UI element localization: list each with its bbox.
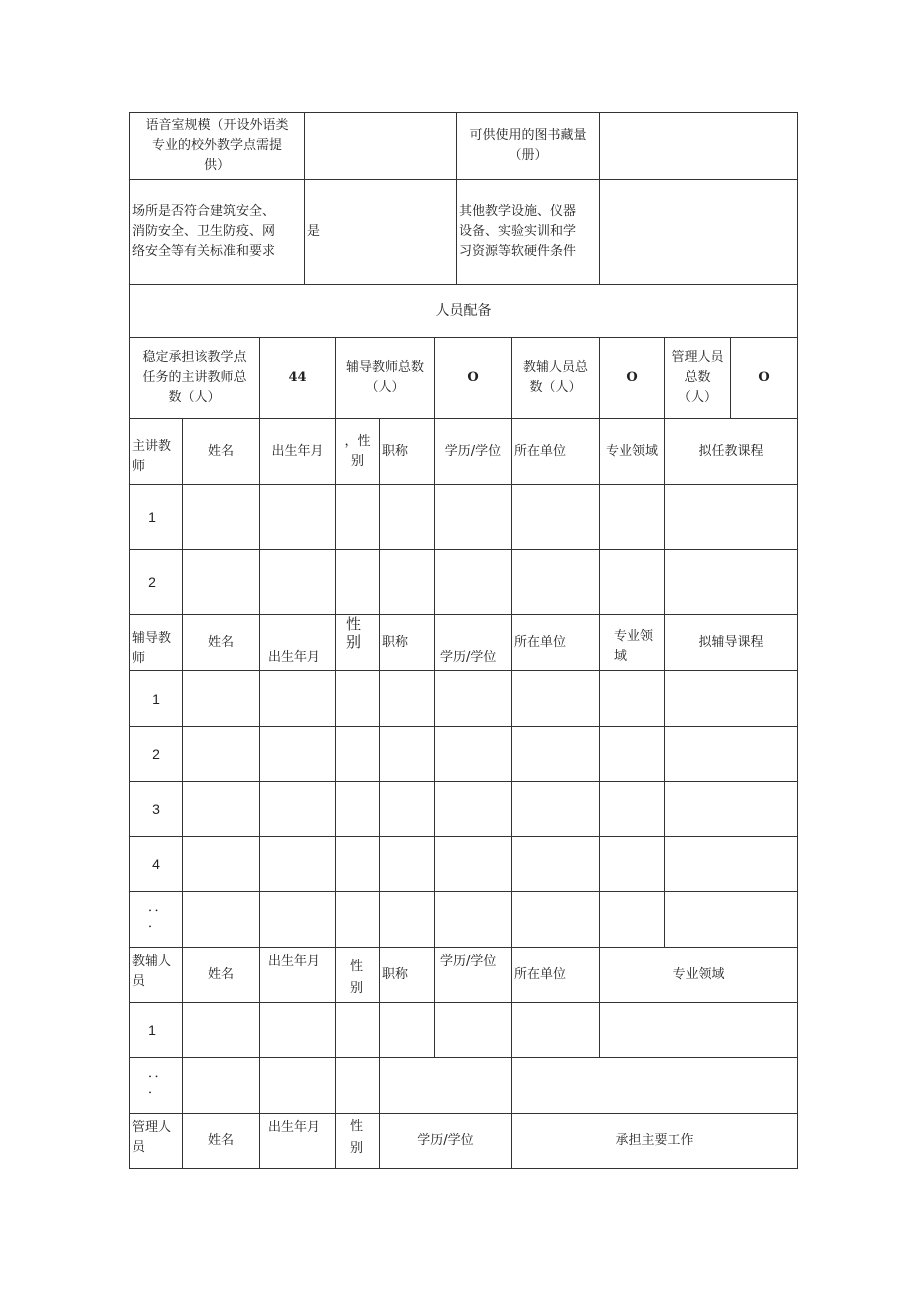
assistant-field-header: 专业领域 [672, 967, 725, 982]
assistant-gender-header: 性 别 [350, 959, 364, 996]
rule [129, 1057, 798, 1058]
safety-standards-label: 场所是否符合建筑安全、 消防安全、卫生防疫、网 络安全等有关标准和要求 [132, 204, 276, 259]
main-teacher-field-header: 专业领域 [605, 443, 658, 459]
main-teacher-gender-header: ，性 别 [344, 433, 371, 469]
manager-gender-header: 性 别 [350, 1119, 364, 1156]
rule [129, 726, 798, 727]
tutor-total-label: 辅导教师总数 （人） [345, 360, 424, 395]
tutor-field-header: 专业领 域 [614, 629, 654, 664]
tutor-title-header: 职称 [382, 634, 409, 650]
table-border-right [797, 112, 798, 1169]
tutor-degree-header: 学历/学位 [440, 650, 497, 665]
other-facilities-value[interactable] [600, 180, 797, 284]
table-row-index: 2 [152, 746, 160, 762]
rule [129, 781, 798, 782]
main-teacher-total-label: 稳定承担该教学点 任务的主讲教师总 数（人） [142, 350, 247, 405]
manager-work-header: 承担主要工作 [615, 1133, 694, 1148]
assistant-total-label: 教辅人员总 数（人） [522, 360, 588, 395]
table-row-index: 2 [148, 574, 156, 590]
tutor-total-value[interactable]: O [467, 370, 479, 385]
rule [335, 418, 336, 1169]
tutor-section-label: 辅导教 师 [132, 631, 172, 666]
assistant-unit-header: 所在单位 [514, 967, 567, 982]
rule [129, 549, 798, 550]
manager-total-value[interactable]: O [758, 370, 770, 385]
main-teacher-birth-header: 出生年月 [271, 443, 324, 459]
manager-total-label: 管理人员 总数 （人） [671, 350, 724, 405]
assistant-section-label: 教辅人 员 [132, 954, 172, 989]
main-teacher-degree-header: 学历/学位 [444, 443, 502, 459]
tutor-gender-header: 性 别 [346, 615, 362, 651]
table-row-index: 1 [148, 509, 156, 525]
language-lab-label: 语音室规模（开设外语类 专业的校外教学点需提 供） [145, 118, 289, 173]
assistant-total-value[interactable]: O [626, 370, 638, 385]
rule [259, 418, 260, 1169]
main-teacher-title-header: 职称 [382, 443, 409, 459]
rule [182, 418, 183, 1169]
rule [664, 418, 665, 948]
main-teacher-course-header: 拟任教课程 [698, 443, 764, 459]
manager-degree-header: 学历/学位 [417, 1133, 474, 1148]
book-count-label: 可供使用的图书藏量 （册） [469, 128, 587, 163]
manager-name-header: 姓名 [207, 1133, 234, 1148]
manager-section-label: 管理人 员 [132, 1120, 172, 1155]
manager-birth-header: 出生年月 [268, 1120, 321, 1135]
rule [129, 836, 798, 837]
language-lab-value[interactable] [305, 113, 456, 179]
main-teacher-unit-header: 所在单位 [514, 443, 567, 459]
rule [129, 670, 798, 671]
book-count-value[interactable] [600, 113, 797, 179]
table-border-bottom [129, 1168, 798, 1169]
rule [129, 891, 798, 892]
table-row-index: 1 [148, 1022, 156, 1038]
tutor-name-header: 姓名 [207, 634, 234, 650]
assistant-birth-header: 出生年月 [268, 954, 321, 969]
tutor-unit-header: 所在单位 [514, 634, 567, 650]
assistant-degree-header: 学历/学位 [440, 954, 497, 969]
assistant-name-header: 姓名 [207, 967, 234, 982]
main-teacher-section-label: 主讲教 师 [132, 438, 172, 474]
table-row-index: ．． ． [148, 1066, 168, 1097]
table-row-index: ．． ． [148, 900, 168, 931]
table-row-index: 4 [152, 856, 160, 872]
tutor-birth-header: 出生年月 [268, 650, 321, 665]
table-row-index: 1 [152, 690, 160, 707]
rule [129, 484, 798, 485]
rule [511, 418, 512, 1169]
table-row-index: 3 [152, 801, 160, 817]
staffing-title: 人员配备 [435, 303, 492, 319]
other-facilities-label: 其他教学设施、仪器 设备、实验实训和学 习资源等软硬件条件 [459, 204, 577, 259]
assistant-title-header: 职称 [382, 967, 409, 982]
safety-standards-value[interactable]: 是 [307, 224, 321, 239]
main-teacher-total-value[interactable]: 44 [288, 370, 307, 385]
tutor-course-header: 拟辅导课程 [698, 634, 764, 650]
rule [379, 418, 380, 1169]
rule [129, 1002, 798, 1003]
main-teacher-name-header: 姓名 [207, 443, 234, 459]
